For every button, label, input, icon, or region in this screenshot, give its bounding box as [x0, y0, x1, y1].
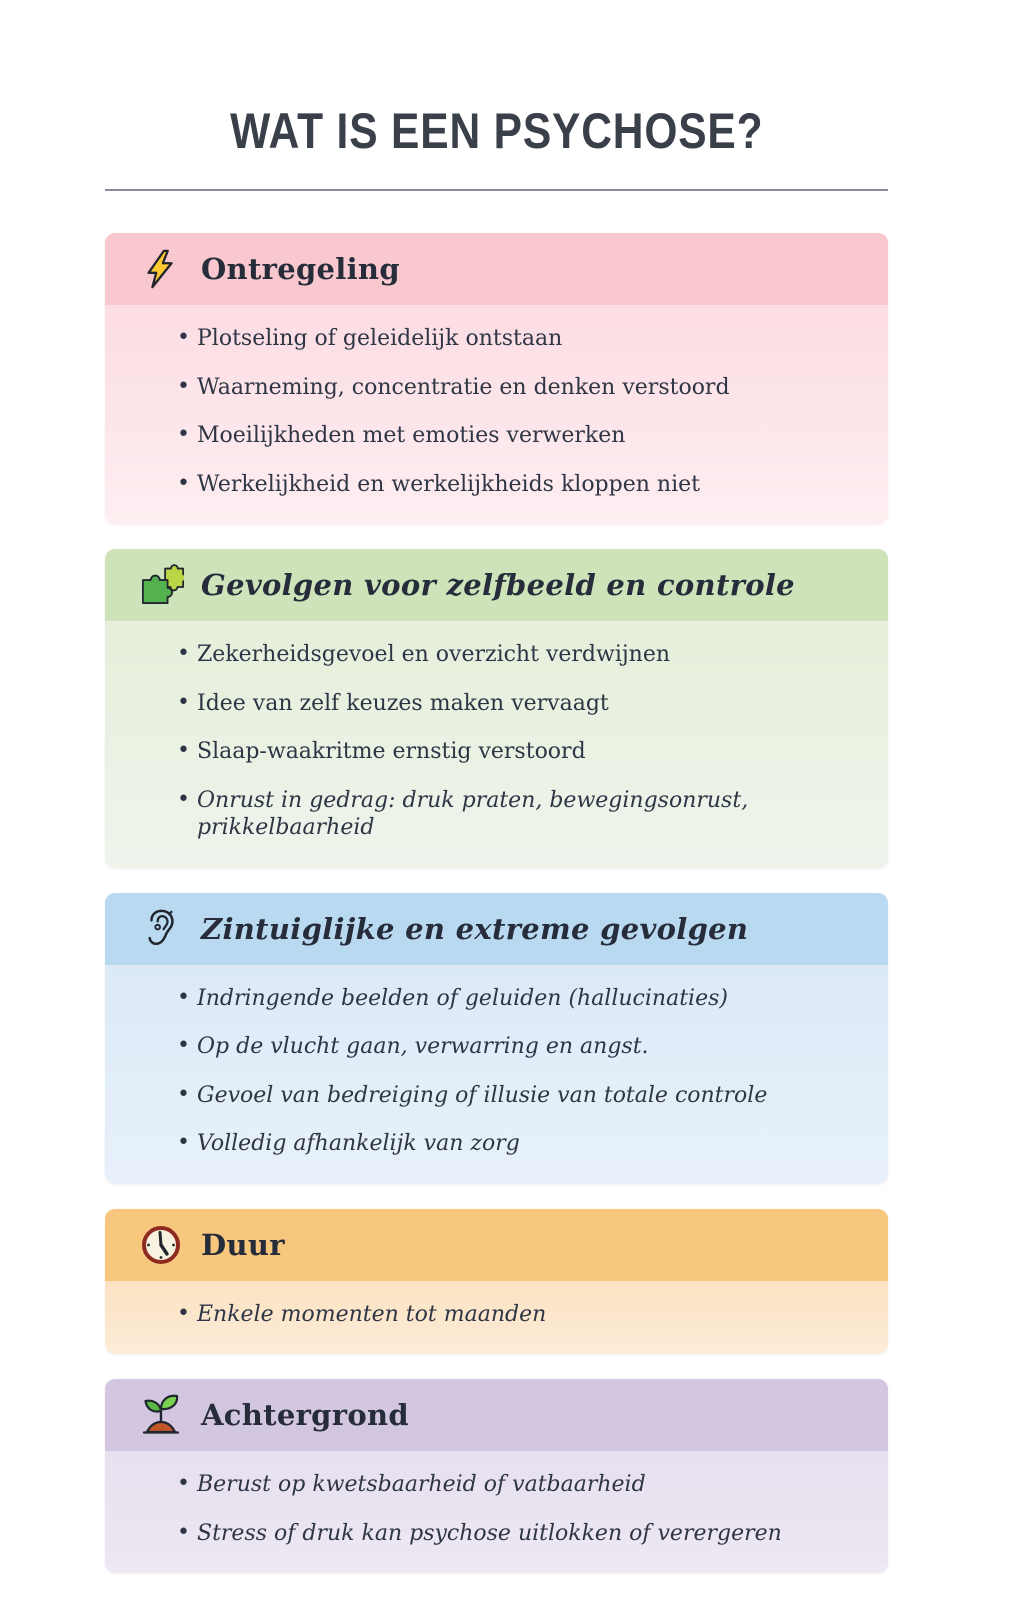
bullet-list — [105, 1281, 888, 1355]
title-divider — [105, 189, 888, 191]
section-title: Achtergrond — [201, 1398, 409, 1432]
seedling-icon — [138, 1392, 184, 1438]
bullet-item: • Op de vlucht gaan, verwarring en angst. — [175, 1033, 870, 1061]
section-duur-header — [105, 1209, 888, 1281]
bullet-item: • Volledig afhankelijk van zorg — [175, 1130, 870, 1158]
section-gevolgen-zelfbeeld-body — [105, 621, 888, 868]
bullet-item: • Zekerheidsgevoel en overzicht verdwijnen — [175, 641, 870, 669]
bullet-list — [105, 621, 888, 868]
section-zintuiglijk — [105, 893, 888, 1184]
section-title: Duur — [201, 1227, 285, 1262]
bullet-item: • Stress of druk kan psychose uitlokken of verergeren — [175, 1520, 870, 1548]
bullet-item: • Plotseling of geleidelijk ontstaan — [175, 325, 870, 353]
section-duur-body — [105, 1281, 888, 1355]
section-title: Gevolgen voor zelfbeeld en controle — [201, 568, 795, 602]
ear-icon — [138, 906, 184, 952]
section-ontregeling — [105, 233, 888, 524]
bullet-list — [105, 1451, 888, 1573]
bullet-item: • Gevoel van bedreiging of illusie van totale controle — [175, 1082, 870, 1110]
page-title-text: WAT IS EEN PSYCHOSE? — [229, 102, 764, 159]
bullet-item: • Enkele momenten tot maanden — [175, 1301, 870, 1329]
bullet-item: • Indringende beelden of geluiden (hallucinaties) — [175, 985, 870, 1013]
bullet-item: • Werkelijkheid en werkelijkheids kloppen niet — [175, 471, 870, 499]
section-achtergrond-header — [105, 1379, 888, 1451]
infographic — [105, 0, 888, 1573]
page-title — [105, 102, 888, 159]
bullet-item: • Idee van zelf keuzes maken vervaagt — [175, 690, 870, 718]
bullet-item: • Berust op kwetsbaarheid of vatbaarheid — [175, 1471, 870, 1499]
bullet-item: • Onrust in gedrag: druk praten, bewegingsonrust, prikkelbaarheid — [175, 787, 870, 842]
clock-icon — [138, 1222, 184, 1268]
section-achtergrond — [105, 1379, 888, 1573]
bullet-item: • Waarneming, concentratie en denken verstoord — [175, 374, 870, 402]
section-title: Zintuiglijke en extreme gevolgen — [201, 911, 749, 946]
lightning-icon — [138, 246, 184, 292]
section-ontregeling-header — [105, 233, 888, 305]
section-ontregeling-body — [105, 305, 888, 524]
section-gevolgen-zelfbeeld-header — [105, 549, 888, 621]
bullet-list — [105, 305, 888, 524]
section-gevolgen-zelfbeeld — [105, 549, 888, 868]
section-title: Ontregeling — [201, 252, 400, 286]
section-zintuiglijk-header — [105, 893, 888, 965]
bullet-list — [105, 965, 888, 1184]
section-achtergrond-body — [105, 1451, 888, 1573]
section-duur — [105, 1209, 888, 1355]
puzzle-icon — [138, 562, 184, 608]
bullet-item: • Slaap-waakritme ernstig verstoord — [175, 738, 870, 766]
bullet-item: • Moeilijkheden met emoties verwerken — [175, 422, 870, 450]
section-zintuiglijk-body — [105, 965, 888, 1184]
